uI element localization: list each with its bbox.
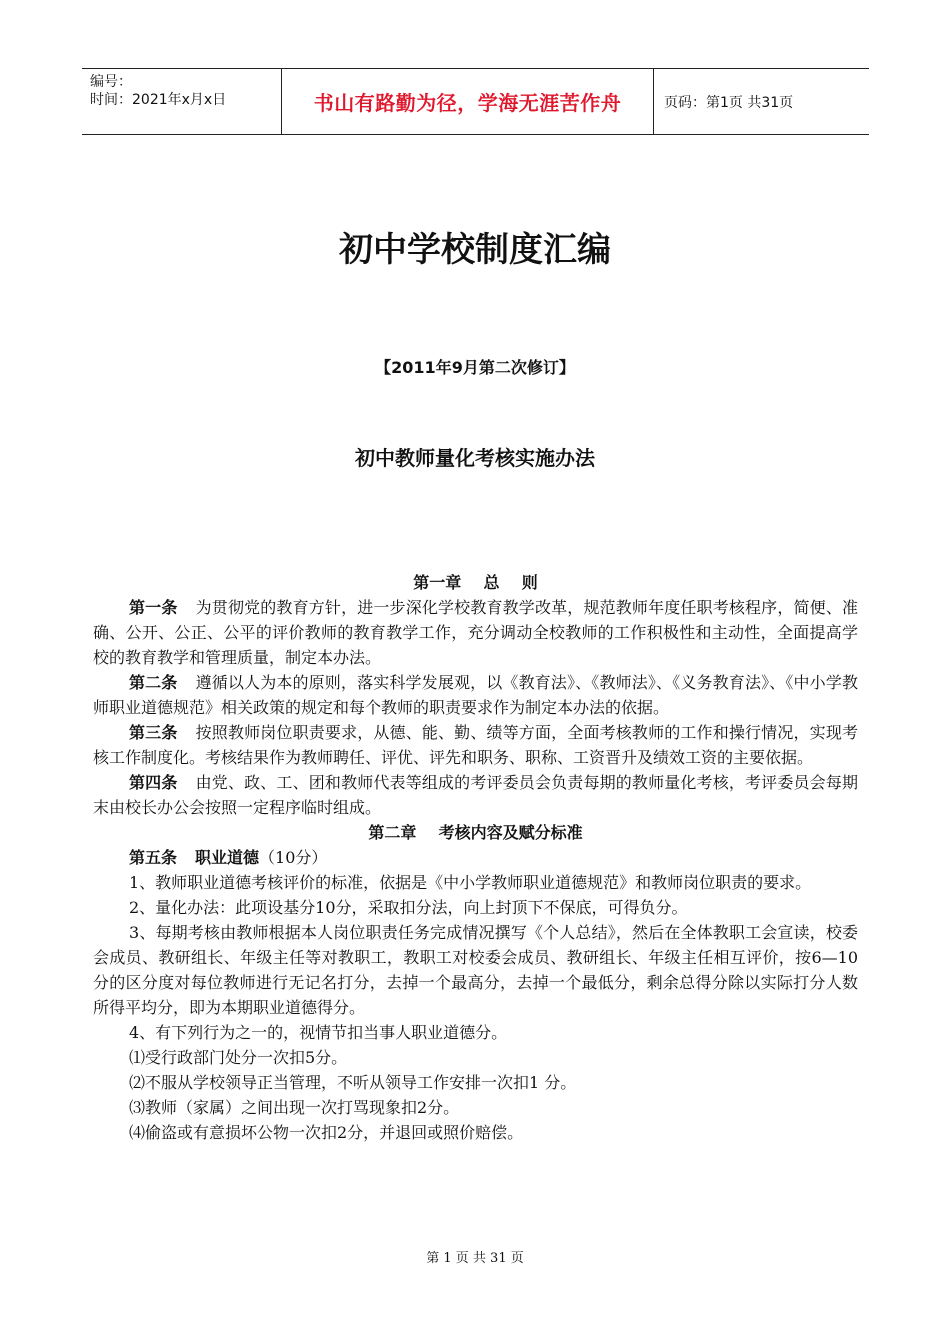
article-label: 第四条 xyxy=(129,773,178,792)
header-meta xyxy=(82,69,282,134)
list-item: 1、教师职业道德考核评价的标准，依据是《中小学教师职业道德规范》和教师岗位职责的要求。 xyxy=(129,873,812,892)
article-paragraph xyxy=(93,845,858,870)
article-paragraph xyxy=(93,595,858,670)
article-score: （10分） xyxy=(259,848,328,867)
document-title: 初中学校制度汇编 xyxy=(339,230,611,270)
revision-note: 【2011年9月第二次修订】 xyxy=(375,358,575,377)
document-body xyxy=(93,570,858,1145)
list-item: ⑷偷盗或有意损坏公物一次扣2分，并退回或照价赔偿。 xyxy=(129,1123,524,1142)
list-item: ⑶教师（家属）之间出现一次打骂现象扣2分。 xyxy=(129,1098,460,1117)
list-item: 4、有下列行为之一的，视情节扣当事人职业道德分。 xyxy=(129,1023,508,1042)
chapter-heading: 第二章 考核内容及赋分标准 xyxy=(368,823,583,842)
article-paragraph xyxy=(93,670,858,720)
article-paragraph xyxy=(93,720,858,770)
chapter-heading: 第一章 总 则 xyxy=(413,573,538,592)
number-label: 编号： xyxy=(90,74,132,90)
article-label: 第一条 xyxy=(129,598,178,617)
article-paragraph xyxy=(93,770,858,820)
article-text: 遵循以人为本的原则，落实科学发展观，以《教育法》、《教师法》、《义务教育法》、《中小学教师职业道德规范》相关政策的规定和每个教师的职责要求作为制定本办法的依据。 xyxy=(93,673,858,717)
article-text: 按照教师岗位职责要求，从德、能、勤、绩等方面，全面考核教师的工作和操行情况，实现考核工作制度化。考核结果作为教师聘任、评优、评先和职务、职称、工资晋升及绩效工资的主要依据。 xyxy=(93,723,858,767)
list-item: 2、量化办法：此项设基分10分，采取扣分法，向上封顶下不保底，可得负分。 xyxy=(129,898,688,917)
article-text: 由党、政、工、团和教师代表等组成的考评委员会负责每期的教师量化考核，考评委员会每期末由校长办公会按照一定程序临时组成。 xyxy=(93,773,858,817)
article-text: 为贯彻党的教育方针，进一步深化学校教育教学改革，规范教师年度任职考核程序，简便、准确、公开、公正、公平的评价教师的教育教学工作，充分调动全校教师的工作积极性和主动性，全面提高学校的教育教学和管理质量，制定本办法。 xyxy=(93,598,858,667)
article-heading: 职业道德 xyxy=(195,848,260,867)
header-page-info-cell xyxy=(654,69,869,134)
article-label: 第三条 xyxy=(129,723,178,742)
motto: 书山有路勤为径，学海无涯苦作舟 xyxy=(313,91,622,115)
page-info: 页码：第1页 共31页 xyxy=(664,94,794,111)
header-motto-cell xyxy=(282,69,654,134)
list-item: ⑴受行政部门处分一次扣5分。 xyxy=(129,1048,348,1067)
document-subtitle: 初中教师量化考核实施办法 xyxy=(355,446,595,470)
article-label: 第五条 xyxy=(129,848,178,867)
list-item: 3、每期考核由教师根据本人岗位职责任务完成情况撰写《个人总结》，然后在全体教职工会宣读，校委会成员、教研组长、年级主任等对教职工，教职工对校委会成员、教研组长、年级主任相互评价，按6—10分的区分度对每位教师进行无记名打分，去掉一个最高分，去掉一个最低分，剩余总得分除以实际打分人数所得平均分，即为本期职业道德得分。 xyxy=(93,923,858,1017)
document-header xyxy=(82,68,869,135)
page-footer: 第 1 页 共 31 页 xyxy=(426,1251,524,1266)
article-label: 第二条 xyxy=(129,673,178,692)
list-item: ⑵不服从学校领导正当管理，不听从领导工作安排一次扣1 分。 xyxy=(129,1073,577,1092)
time-label: 时间：2021年x月x日 xyxy=(90,92,227,108)
